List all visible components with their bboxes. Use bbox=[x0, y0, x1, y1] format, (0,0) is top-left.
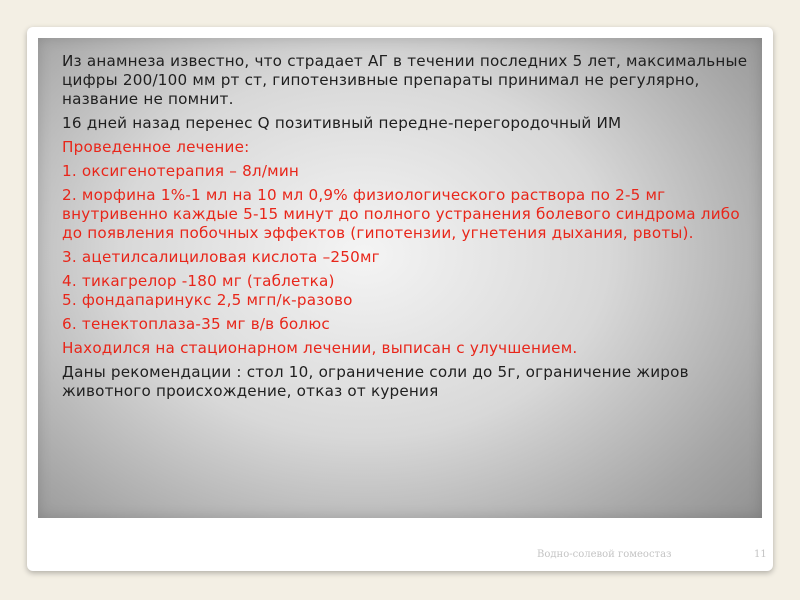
treatment-item-ticagrelor: 4. тикагрелор -180 мг (таблетка) bbox=[62, 272, 335, 290]
treatment-heading: Проведенное лечение: bbox=[62, 138, 250, 156]
treatment-item-oxygen: 1. оксигенотерапия – 8л/мин bbox=[62, 162, 300, 180]
infarction-history-paragraph: 16 дней назад перенес Q позитивный передне-перегородочный ИМ bbox=[62, 114, 622, 132]
treatment-item-fondaparinux: 5. фондапаринукс 2,5 мгп/к-разово bbox=[62, 291, 353, 309]
slide-text-block bbox=[62, 52, 762, 406]
footer-text: Водно-солевой гомеостаз bbox=[537, 549, 672, 560]
anamnesis-paragraph: Из анамнеза известно, что страдает АГ в течении последних 5 лет, максимальные цифры 200/100 мм рт ст, гипотензивные препараты принимал не регулярно, название не помнит. bbox=[62, 52, 748, 108]
treatment-item-morphine: 2. морфина 1%-1 мл на 10 мл 0,9% физиологического раствора по 2-5 мг внутривенно каждые 5-15 минут до полного устранения болевого синдрома либо до появления побочных эффектов (гипотензии, угнетения дыхания, рвоты). bbox=[62, 186, 740, 242]
recommendations-paragraph: Даны рекомендации : стол 10, ограничение соли до 5г, ограничение жиров животного происхождение, отказ от курения bbox=[62, 363, 689, 400]
treatment-item-tenecteplase: 6. тенектоплаза-35 мг в/в болюс bbox=[62, 315, 330, 333]
discharge-paragraph: Находился на стационарном лечении, выписан с улучшением. bbox=[62, 339, 578, 357]
page-number: 11 bbox=[754, 549, 767, 560]
treatment-item-aspirin: 3. ацетилсалициловая кислота –250мг bbox=[62, 248, 380, 266]
